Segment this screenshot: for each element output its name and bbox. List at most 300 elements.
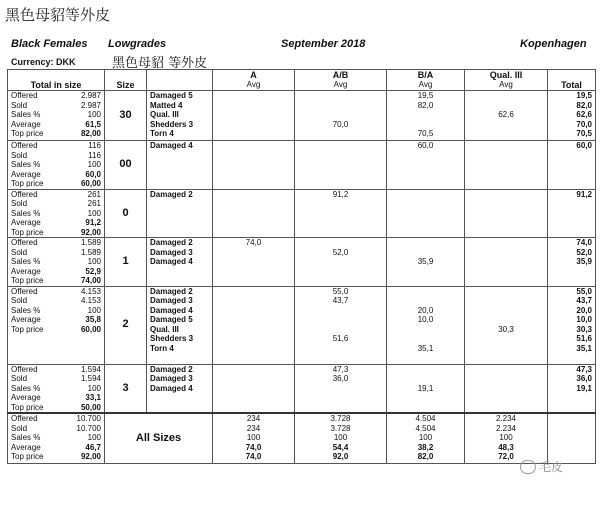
avg-value [468, 287, 544, 297]
stat-value: 50,00 [80, 402, 101, 412]
quality-list [147, 364, 213, 413]
avg-value [468, 190, 544, 200]
table-row [8, 364, 596, 413]
stat-row [11, 384, 101, 394]
stat-label: Sold [11, 199, 28, 208]
stat-row [11, 276, 101, 286]
quality-name: Shedders 3 [150, 119, 194, 129]
stat-value: 60,00 [80, 179, 101, 188]
stat-row [11, 306, 101, 316]
stat-value: 91,2 [85, 218, 101, 227]
avg-value: 51,6 [332, 334, 349, 343]
size-stats [8, 141, 105, 190]
avg-qual [465, 91, 548, 141]
avg-value [298, 306, 383, 316]
avg-ba [387, 238, 465, 287]
avg-a [213, 364, 295, 413]
stat-row [11, 433, 101, 443]
avg-value [468, 296, 544, 306]
avg-value: 30,3 [498, 324, 514, 334]
avg-value [390, 248, 461, 258]
total-value: 70,0 [576, 119, 592, 129]
total-list [548, 364, 596, 413]
quality-list [147, 141, 213, 190]
avg-value [298, 129, 383, 139]
quality-name: Damaged 4 [150, 141, 193, 150]
col-qual: Qual. III [465, 70, 548, 81]
currency-label: Currency: DKK [11, 57, 76, 67]
stat-label: Sales % [11, 110, 41, 119]
total-value: 52,0 [576, 247, 592, 257]
avg-value [468, 334, 544, 344]
size-stats [8, 364, 105, 413]
stat-value: 10.700 [76, 423, 101, 433]
stat-value: 100 [87, 305, 101, 315]
stat-label: Sales % [11, 160, 41, 169]
all-a [213, 413, 295, 463]
avg-a [213, 141, 295, 190]
avg-value [216, 120, 291, 130]
avg-ba [387, 141, 465, 190]
avg-value [390, 190, 461, 200]
quality-name: Damaged 2 [150, 364, 193, 374]
avg-value [298, 344, 383, 354]
quality-name: Damaged 4 [150, 257, 193, 266]
all-value: 100 [499, 433, 513, 442]
stat-row [11, 296, 101, 306]
stat-row [11, 91, 101, 101]
avg-value [216, 296, 291, 306]
quality-name: Qual. III [150, 110, 179, 119]
quality-name: Damaged 3 [150, 247, 193, 257]
watermark-text: 毛皮 [539, 460, 564, 474]
stat-label: Sold [11, 296, 28, 305]
stat-label: Sold [11, 374, 28, 383]
total-list [548, 238, 596, 287]
quality-name: Damaged 3 [150, 374, 193, 383]
avg-value [468, 306, 544, 316]
stat-label: Offered [11, 414, 38, 423]
all-value: 74,0 [245, 442, 262, 452]
stat-row [11, 257, 101, 267]
stat-row [11, 238, 101, 248]
avg-qual [465, 238, 548, 287]
all-value: 4.504 [415, 423, 436, 433]
stat-row [11, 287, 101, 297]
report-date: September 2018 [281, 38, 366, 50]
all-value: 72,0 [498, 452, 514, 461]
stat-value: 1.594 [80, 374, 101, 383]
avg-value [468, 141, 544, 151]
table-row [8, 189, 596, 238]
total-value: 20,0 [576, 305, 592, 315]
total-value: 62,6 [576, 110, 592, 119]
avg-value: 10,0 [417, 315, 434, 324]
chinese-label: 黑色母貂 等外皮 [112, 56, 208, 71]
avg-ba [387, 91, 465, 141]
stat-row [11, 365, 101, 375]
avg-ab [295, 189, 387, 238]
avg-qual [465, 189, 548, 238]
stat-row [11, 218, 101, 228]
all-qual [465, 413, 548, 463]
avg-value [468, 248, 544, 258]
avg-ab [295, 238, 387, 287]
stat-value: 116 [88, 150, 101, 160]
page-title: 黑色母貂等外皮 [5, 6, 111, 24]
size-stats [8, 189, 105, 238]
stat-row [11, 267, 101, 277]
quality-name: Damaged 5 [150, 315, 193, 324]
stat-label: Offered [11, 189, 38, 199]
avg-value [298, 325, 383, 335]
stat-label: Sold [11, 100, 28, 110]
stat-label: Sales % [11, 305, 41, 315]
stat-row [11, 110, 101, 120]
avg-value [216, 91, 291, 101]
all-sizes-row [8, 413, 596, 463]
avg-value [390, 334, 461, 344]
stat-row [11, 209, 101, 219]
all-sizes-label: All Sizes [105, 413, 213, 463]
avg-label: Avg [387, 80, 465, 91]
all-value: 3.728 [330, 414, 351, 423]
size-stats [8, 238, 105, 287]
table-row [8, 238, 596, 287]
stat-row [11, 424, 101, 434]
stat-row [11, 151, 101, 161]
table-row [8, 286, 596, 364]
stat-row [11, 179, 101, 189]
total-value: 10,0 [576, 315, 592, 324]
stat-label: Offered [11, 91, 38, 100]
stat-label: Sold [11, 423, 28, 433]
avg-value [216, 315, 291, 325]
avg-value [298, 101, 383, 111]
size-value: 3 [105, 364, 147, 413]
stat-value: 82,00 [80, 129, 101, 138]
stat-value: 1.589 [80, 238, 101, 247]
avg-value [216, 190, 291, 200]
stat-value: 116 [88, 141, 101, 150]
avg-value: 82,0 [417, 100, 434, 110]
all-sizes-stats [8, 413, 105, 463]
size-value: 1 [105, 238, 147, 287]
stat-value: 1.594 [80, 364, 101, 374]
avg-value [468, 374, 544, 384]
stat-value: 2.987 [80, 100, 101, 110]
stat-value: 100 [87, 110, 101, 119]
stat-label: Sold [11, 247, 28, 257]
quality-name: Damaged 4 [150, 305, 193, 315]
quality-name: Qual. III [150, 324, 179, 334]
report-grade: Lowgrades [108, 38, 167, 50]
all-ba [387, 413, 465, 463]
stat-label: Offered [11, 238, 38, 247]
quality-name: Damaged 2 [150, 238, 193, 247]
avg-ba [387, 364, 465, 413]
avg-value [298, 141, 383, 151]
total-value: 30,3 [576, 324, 592, 334]
avg-a [213, 189, 295, 238]
avg-value [216, 306, 291, 316]
all-value: 74,0 [245, 452, 262, 461]
stat-label: Offered [11, 364, 38, 374]
avg-value [390, 238, 461, 248]
quality-name: Damaged 4 [150, 383, 193, 393]
stat-label: Offered [11, 286, 38, 296]
stat-label: Top price [11, 227, 44, 237]
stat-label: Top price [11, 324, 44, 334]
col-a: A [213, 70, 295, 81]
stat-label: Sales % [11, 257, 41, 266]
avg-value [216, 248, 291, 258]
col-total-in-size: Total in size [8, 70, 105, 91]
stat-value: 100 [87, 433, 101, 442]
avg-ab [295, 364, 387, 413]
stat-label: Top price [11, 276, 44, 285]
avg-value [468, 365, 544, 375]
all-value: 2.234 [495, 414, 517, 423]
all-value: 82,0 [417, 452, 434, 461]
total-value: 19,5 [576, 91, 592, 100]
total-list [548, 141, 596, 190]
avg-value: 52,0 [332, 247, 349, 257]
avg-value: 19,1 [417, 383, 434, 393]
stat-label: Average [11, 169, 41, 179]
stat-row [11, 190, 101, 200]
avg-value [468, 91, 544, 101]
quality-name: Damaged 3 [150, 296, 193, 305]
avg-value [390, 365, 461, 375]
stat-value: 92,00 [80, 452, 101, 461]
stat-label: Offered [11, 141, 38, 150]
stat-row [11, 199, 101, 209]
stat-label: Average [11, 119, 41, 129]
report-title: Black Females [11, 38, 88, 50]
avg-a [213, 286, 295, 364]
size-value: 30 [105, 91, 147, 141]
stat-label: Sold [11, 150, 28, 160]
avg-value [390, 296, 461, 306]
total-value: 60,0 [576, 141, 592, 150]
avg-label: Avg [465, 80, 548, 91]
size-value: 0 [105, 189, 147, 238]
avg-ba [387, 189, 465, 238]
stat-value: 100 [87, 257, 101, 266]
col-ab: A/B [295, 70, 387, 81]
stat-row [11, 129, 101, 139]
total-value: 35,9 [576, 257, 592, 266]
avg-ab [295, 91, 387, 141]
avg-value [216, 287, 291, 297]
stat-row [11, 443, 101, 453]
avg-value [216, 334, 291, 344]
stat-label: Average [11, 218, 41, 227]
stat-row [11, 228, 101, 238]
avg-value: 35,1 [417, 343, 434, 353]
size-stats [8, 91, 105, 141]
all-value: 234 [246, 414, 261, 423]
avg-qual [465, 364, 548, 413]
stat-value: 100 [87, 383, 101, 393]
avg-value [216, 141, 291, 151]
total-value: 55,0 [576, 286, 592, 296]
avg-label: Avg [295, 80, 387, 91]
stat-value: 100 [87, 160, 101, 169]
watermark [520, 458, 563, 475]
sales-table [7, 69, 596, 464]
avg-value [298, 257, 383, 267]
stat-value: 261 [87, 189, 101, 199]
total-value: 36,0 [576, 374, 592, 383]
avg-value [390, 110, 461, 120]
stat-label: Average [11, 266, 41, 276]
stat-label: Top price [11, 402, 44, 412]
avg-value [468, 238, 544, 248]
avg-value [468, 120, 544, 130]
stat-value: 92,00 [80, 227, 101, 237]
stat-value: 61,5 [85, 119, 101, 129]
total-list [548, 189, 596, 238]
avg-value: 60,0 [417, 141, 434, 150]
all-value: 92,0 [332, 452, 349, 461]
avg-value: 36,0 [332, 374, 349, 383]
quality-name: Damaged 2 [150, 189, 193, 199]
all-ab [295, 413, 387, 463]
all-value: 3.728 [330, 423, 351, 433]
table-row [8, 141, 596, 190]
avg-value [216, 110, 291, 120]
stat-row [11, 393, 101, 403]
total-value: 74,0 [576, 238, 592, 247]
stat-value: 2.987 [80, 91, 101, 100]
avg-value [216, 257, 291, 267]
avg-value: 70,5 [417, 129, 434, 138]
avg-value [468, 129, 544, 139]
avg-value [390, 374, 461, 384]
table-row [8, 91, 596, 141]
stat-value: 46,7 [85, 442, 101, 452]
quality-list [147, 238, 213, 287]
quality-name: Shedders 3 [150, 334, 194, 343]
avg-value [216, 344, 291, 354]
avg-ba [387, 286, 465, 364]
avg-value [468, 344, 544, 354]
stat-label: Top price [11, 179, 44, 188]
col-size: Size [105, 70, 147, 91]
stat-label: Top price [11, 129, 44, 138]
all-value: 234 [246, 423, 261, 433]
stat-row [11, 101, 101, 111]
avg-value: 35,9 [417, 257, 434, 266]
all-total [548, 413, 596, 463]
stat-value: 4.153 [80, 296, 101, 305]
stat-row [11, 315, 101, 325]
avg-value [468, 101, 544, 111]
stat-row [11, 403, 101, 413]
total-value: 19,1 [576, 383, 592, 393]
stat-row [11, 141, 101, 151]
avg-value: 70,0 [332, 119, 349, 129]
avg-value [298, 91, 383, 101]
quality-name: Matted 4 [150, 100, 183, 110]
col-ba: B/A [387, 70, 465, 81]
stat-value: 60,00 [80, 324, 101, 334]
avg-label: Avg [213, 80, 295, 91]
avg-value [216, 129, 291, 139]
avg-value: 47,3 [332, 364, 349, 374]
stat-label: Average [11, 393, 41, 402]
quality-name: Damaged 2 [150, 286, 193, 296]
stat-row [11, 248, 101, 258]
total-list [548, 286, 596, 364]
all-value: 48,3 [498, 442, 514, 452]
size-value: 2 [105, 286, 147, 364]
col-quality [147, 70, 213, 91]
total-value: 35,1 [576, 343, 592, 353]
avg-value [468, 257, 544, 267]
avg-qual [465, 141, 548, 190]
stat-row [11, 414, 101, 424]
avg-value [468, 384, 544, 394]
avg-qual [465, 286, 548, 364]
avg-value [216, 384, 291, 394]
avg-ab [295, 286, 387, 364]
total-value: 47,3 [576, 364, 592, 374]
avg-value [216, 325, 291, 335]
stat-value: 1.589 [80, 247, 101, 257]
stat-value: 261 [87, 199, 101, 208]
avg-value: 20,0 [417, 305, 434, 315]
total-list [548, 91, 596, 141]
stat-row [11, 160, 101, 170]
stat-row [11, 120, 101, 130]
avg-value [468, 315, 544, 325]
avg-value [390, 325, 461, 335]
quality-list [147, 91, 213, 141]
avg-value [298, 315, 383, 325]
stat-value: 35,8 [85, 315, 101, 324]
stat-value: 74,00 [80, 276, 101, 285]
all-value: 100 [418, 433, 433, 442]
report-location: Kopenhagen [520, 38, 587, 50]
avg-value: 62,6 [498, 110, 514, 119]
avg-value [390, 120, 461, 130]
wechat-icon [520, 460, 536, 474]
col-total: Total [548, 70, 596, 91]
avg-value [298, 238, 383, 248]
stat-value: 52,9 [85, 266, 101, 276]
avg-ab [295, 141, 387, 190]
stat-label: Sales % [11, 433, 41, 442]
stat-label: Top price [11, 452, 44, 461]
total-value: 82,0 [576, 100, 592, 110]
all-value: 54,4 [332, 442, 349, 452]
stat-label: Sales % [11, 208, 41, 218]
avg-a [213, 238, 295, 287]
stat-label: Sales % [11, 383, 41, 393]
stat-value: 60,0 [85, 169, 101, 179]
stat-value: 10.700 [76, 414, 101, 423]
avg-value: 43,7 [332, 296, 349, 305]
total-value: 70,5 [576, 129, 592, 138]
stat-value: 100 [87, 208, 101, 218]
avg-a [213, 91, 295, 141]
stat-label: Average [11, 442, 41, 452]
stat-row [11, 374, 101, 384]
stat-value: 4.153 [80, 286, 101, 296]
